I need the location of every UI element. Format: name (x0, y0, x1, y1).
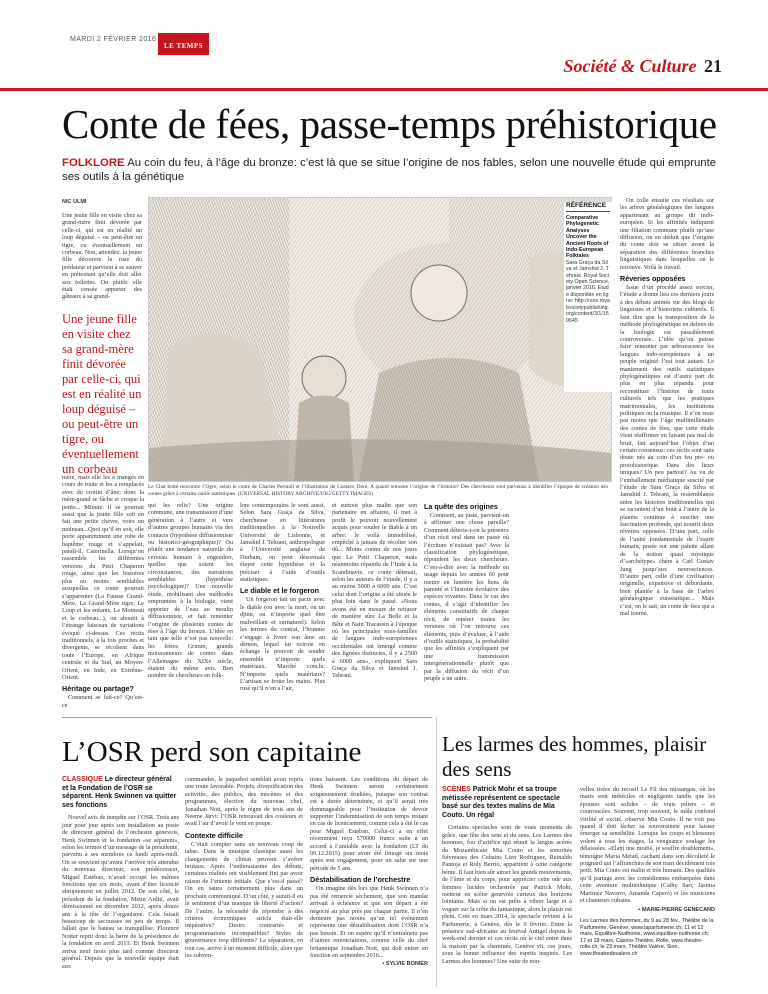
osr-subhead-destabilisation: Déstabilisation de l’orchestre (310, 875, 411, 885)
right-top-paragraph: On colle ensuite ces résultats sur les arbres généalogiques des langues appartenant au groupe dit indo-européen. Si les affinités indiquent une filiation commune plutôt qu’une diffusion, on en déduit que l’origine du conte doit se situer avant la séparation des différentes branches linguistiques dans lesquelles on le retrouve. Voilà le travail. (620, 197, 714, 271)
byline: NIC ULMI (62, 199, 87, 205)
osr-col2-paragraph: commandes, le paquebot semblait avoir repris une route favorable. Projets, diversification des activités, des publics, des mécènes et des programmes, élection du nouveau chef, Jonathan Nott, après le règne de trois ans de Neeme Järvi: l’OSR retrouvait des couleurs et avait l’air d’avoir le vent en poupe. (185, 776, 303, 828)
osr-kicker: CLASSIQUE (62, 776, 103, 783)
main-col-2 (148, 502, 233, 700)
col3-paragraph: lore contemporains le sont aussi. Selon Sara Graça da Silva, chercheuse en littératures traditionnelles à la Nouvelle Université de Lisbonne, et Jamshid J. Tehrani, anthropologue à l’Université anglaise de Durham, on peut désormais étayer cette hypothèse et la préciser à l’aide d’outils statistiques. (240, 502, 325, 584)
page-number: 21 (704, 56, 722, 76)
right-paragraph: Issue d’un procédé assez sorcier, l’étude a donné lieu ces derniers jours à des débats animés sur des blogs de linguistes et d’historiens culturels. Il faut dire que la transposition de la méthode phylogénétique en dehors de la biologie est passablement controversée. L’idée qu’on puisse faire remonter par arborescence les langues indo-européennes à un peuple originel l’est tout autant. Le maniement des outils statistiques phylogénétiques est d’autre part de plus en plus répandu pour reconstituer l’histoire de traits culturels tels que les pratiques matrimoniales, les institutions politiques ou la musique. Il n’en reste pas moins que l’âge multimillénaire des contes de fées, que cette étude vient réaffirmer en faisant pas mal de bruit, fait aujourd’hui l’objet d’un certain consensus: ces récits sont sans doute nés au coin d’un feu pré- ou protohistorique. Dans des lieux uniques? Un peu partout? Au vu de l’emballement médiatique suscité par l’étude de Sara Graça da Silva et Jamshid J. Tehrani, la ressemblance entre les histoires traditionnelles qui se racontent d’un bout à l’autre de la planète continue à susciter une fascination profonde, qui nourrit deux réveries opposées. D’une part, celle de l’unité fondamentale de l’esprit humain, posée sur une palette allant de la notion quasi mystique d’«archétype» chère à Carl Gustav Jung jusqu’aux neurosciences. D’autre part, celle d’une civilisation originelle, expansive et débordante, bien plantée à la base de l’arbre généalogique eurasiatique... Mais c’est, on le sait, un conte de fées qui a mal tourné. (620, 284, 714, 617)
intro-paragraph: Une jeune fille en visite chez sa grand-mère finit dévorée par celle-ci, qui est en réalité un loup déguisé – ou peut-être un tigre, ou éventuellement un corbeau. Non, attendez: la jeune fille découvre la ruse du prédateur et parvient à se sauver en prétextant qu’elle doit aller aux toilettes. Ou plutôt: elle était censée apporter des gâteaux à sa grand- (62, 212, 142, 301)
larmes-info: Les Larmes des hommes, du 9 au 28 fév., Théâtre de la Parfumerie, Genève, www.laparfumerie.ch; 11 et 12 mars, Equilibre-Nuithonie, www.equilibre-nuithonie.ch; 17 et 18 mars, Casino-Théâtre, Rolle, www.theatre-rolle.ch; le 23 mars, Théâtre Valère, Sion, www.theatredevalere.ch (580, 917, 714, 957)
subhead-diable: Le diable et le forgeron (240, 586, 320, 596)
kicker-folklore: FOLKLORE (62, 157, 125, 169)
main-headline: Conte de fées, passe-temps préhistorique (62, 101, 717, 147)
osr-col3-paragraph: tions baissent. Les conditions du départ de Henk Swinnen seront certainement soigneusement étudiées, puisque son contrat est à durée déterminée, et qu’il serait très dommageable pour l’institution de devoir supporter l’indemnisation de son temps restant en cas de licenciement, comme cela a été le cas pour Miguel Esteban. Celui-ci a en effet récemment reçu 570000 francs suite à un accord à l’amiable avec la fondation (LT du 09.12.2015) pour avoir été limogé six mois après son engagement, pour un salut sur une période de 5 ans. (310, 776, 428, 872)
larmes-col-1 (442, 786, 572, 988)
caption (148, 484, 608, 497)
brand-label: LE TEMPS (164, 42, 204, 50)
col4-paragraph: et surtout plus malin que son partenaire en affaires, il met à profit le pouvoir nouvellement acquis pour souder le diable à un arbre: le voilà immobilisé, empêché à jamais de récolter son dû... Moins connu de nos jours que Le Petit Chaperon, mais néanmoins répandu de l’Inde à la Scandinavie, ce conte détenait, selon les auteurs de l’étude, il y a au moins 5000 à 6000 ans. C’est celui dont l’origine a été située le plus loin dans le passé. «Nous avons été en mesure de retracer de manière sûre La Belle et la Bête et Nain Tracassin à l’époque où les principales sous-familles de langues indo-européennes occidentales ont émergé comme des lignées distinctes, il y a 2500 à 6000 ans», expliquent Sara Graça da Silva et Jamshid J. Tehrani. (332, 502, 417, 680)
main-col-5 (424, 502, 509, 700)
intro-text (62, 212, 142, 300)
osr-deck (62, 776, 179, 810)
larmes-col-2 (580, 786, 715, 988)
subhead-quete: La quête des origines (424, 502, 498, 511)
larmes-author: ▪ MARIE-PIERRE GENECAND (638, 906, 715, 913)
osr-author: ▪ SYLVIE BONIER (382, 961, 428, 968)
reference-title: RÉFÉRENCE (566, 202, 610, 212)
osr-author-name: SYLVIE BONIER (385, 961, 428, 968)
main-right-col (620, 197, 714, 697)
larmes-deck-text: Patrick Mohr et sa troupe métissée représentent ce spectacle basé sur des textes malins de Mia Couto. Un régal (442, 786, 560, 819)
osr-col-3 (310, 776, 428, 988)
date-line: MARDI 2 FÉVRIER 2016 (70, 36, 157, 43)
larmes-kicker: SCÈNES (442, 786, 471, 793)
osr-col3b-paragraph: On imagine dès lors que Henk Swinnen n’a pas été remercié sèchement, que son mandat arrivait à échéance et que son départ a été négocié au plus près par chaque partie. Il n’en demeure pas moins qu’un tel événement représente une déstabilisation dont l’OSR n’a pas besoin. Et on espère qu’il n’entraînera pas d’autres renonciations, comme celle du chef britannique Jonathan Nott, qui doit entrer en fonction en septembre 2016... (310, 885, 428, 959)
section-header (563, 56, 722, 77)
larmes-deck (442, 786, 572, 820)
osr-col2b-paragraph: C’était compter sans un nouveau coup de tabac. Dans la musique classique aussi les changements de climat peuvent s’avérer brutaux. Après l’enthousiasme des débuts, certaines réalités ont visiblement fini par avoir raison de l’entente initiale. Que s’est-il passé? On en saura certainement plus dans un prochain communiqué. D’un côté, y aurait-il eu le sentiment d’un manque de liberté d’action? De l’autre, la nécessité de répondre à des critères économiques stricts était-elle impérative? Désirs contrariés et programmations incompatibles? Styles de gouvernance trop différents? La séparation, en tout cas, arrive à un moment difficile, alors que les subven- (185, 840, 303, 959)
pull-quote: Une jeune fille en visite chez sa grand-mère finit dévorée par celle-ci, qui est en réalité un loup déguisé – ou peut-être un tigre, ou éventuellement un corbeau (62, 312, 142, 476)
brand-badge (158, 33, 209, 55)
section-title: Société & Culture (563, 56, 697, 76)
osr-headline: L’OSR perd son capitaine (62, 736, 362, 768)
standfirst-text: Au coin du feu, à l’âge du bronze: c’est là que se situe l’origine de nos fables, selon une nouvelle étude qui emprunte ses outils à la génétique (62, 157, 717, 183)
col2-paragraph: qui les relie? Une origine commune, une transmission d’une génération à l’autre et vers d’autres groupes humains via des contacts (hypothèse diffusionniste ou historico-géographique)? Ou plutôt une tendance naturelle du cerveau humain à engendrer, quelles que soient les circonstances, des narrations semblables (hypothèse psychologique)? Une nouvelle étude, mobilisant des méthodes empruntées à la biologie, vient apporter de l’eau au moulin diffusionniste, et fait remonter l’origine de plusieurs contes de fées à l’âge du bronze. L’idée en tant que telle n’est pas nouvelle: les frères Grimm, grands moissonneurs de contes dans l’Allemagne du XIXe siècle, étaient du même avis. Bon nombre de chercheurs en folk- (148, 502, 233, 680)
caption-text: Le Chat botté rencontre l’Ogre, selon le conte de Charles Perrault et l’illustration de Gustave Doré. A quand remonte l’origine de l’histoire? Des chercheurs sont parvenus à identifier l’époque de création des contes grâce à certains outils statistiques. (UNIVERSAL HISTORY ARCHIVE/UIG/GETTY IMAGES) (148, 484, 608, 497)
subhead-heritage: Héritage ou partage? (62, 684, 134, 694)
col3b-paragraph: Un forgeron fait un pacte avec le diable (ou avec la mort, ou un djinn, ou n’importe quel être malveillant et surnaturel). Selon les termes du contrat, l’homme s’engage à livrer son âme au démon, lequel lui octroie en échange le pouvoir de souder ensemble n’importe quels matériaux. Marché conclu. N’importe quels matériaux? L’artisan se frotte les mains. Plus rusé qu’il n’en a l’air, (240, 596, 325, 693)
osr-top-rule (62, 717, 432, 718)
standfirst (62, 156, 722, 184)
main-col-1 (62, 474, 144, 709)
col1-paragraph: mère, mais elle les a mangés en cours de route et les a remplacés avec du crottin d’âne; donc la mère-grand se fâche et croque la petite... Minute: il se pourrait aussi que la jeune fille soit en fait une petite chèvre, voire un moineau...Quoi qu’il en soit, elle porte apparemment une robe de baptême rouge et s’appelait, paraît-il, Caterinella. Lorsqu’on rassemble les différentes versions du Petit Chaperon rouge, ainsi que les histoires plus ou moins semblables auxquelles ce conte pourrait s’apparenter (La Fausse Grand-Mère, La Grand-Mère tigre, Le Loup et les enfants, Le Moineau et le corbeau...), on aboutit à l’étrange faisceau de variations évoqué ci-dessus. Ces récits traditionnels, à la fois proches et divergents, se récoltent dans toute l’Europe, en Afrique centrale et du Sud, au Moyen-Orient, en Inde, en Extrême-Orient. (62, 474, 144, 681)
reference-details: Sara Graça da Silva et Jamshid J. Tehrani. Royal Society Open Science, janvier 2016. Etude disponible en ligne: http://rsos.royalsocietypublishing.org/content/3/1/150645 (566, 259, 610, 324)
engraving-svg (149, 198, 611, 481)
osr-deck-text: Le directeur général et la Fondation de l’OSR se séparent. Henk Swinnen va quitter ses fonctions (62, 776, 177, 809)
larmes-author-name: MARIE-PIERRE GENECAND (641, 906, 715, 913)
larmes-headline: Les larmes des hommes, plaisir des sens (442, 732, 707, 781)
col5-paragraph: Comment, au juste, parvient-on à affirmer une chose pareille? Comment détecte-t-on la présence d’un récit oral dans un passé où l’écriture n’existait pas? Avec la classification phylogénétique, répondent les deux chercheurs. C’est-à-dire avec la méthode en usage depuis les années 60 pour mettre en lumière les liens de parenté et l’histoire évolutive des espèces vivantes. Dans le cas des contes, il s’agit d’identifier les éléments constitutifs de chaque récit, de repérer toutes les versions où l’on retrouve ces éléments, puis d’évaluer, à l’aide d’outils statistiques, la probabilité que les affinités s’expliquent par une transmission intergénérationnelle plutôt que par la diffusion du récit d’un peuple à un autre. (424, 512, 509, 682)
reference-paper: Comparative Phylogenetic Analyses Uncover the Ancient Roots of Indo-European Folktales (566, 215, 609, 260)
subhead-reveries: Réveries opposées (620, 274, 686, 284)
header-rule (0, 88, 768, 91)
larmes-divider (436, 717, 437, 987)
reference-box (564, 202, 612, 392)
larmes-col1-paragraph: Certains spectacles sont de vrais moments de grâce, une fête des sens et du sens. Les Larmes des hommes, fou d’artifice qui réunit la langue acérée du Mozambicain Mia Couto et les sonorités fiévreuses des Cubains Lien Rodriguez, Reinaldo Pantoja et Roly Berrio, appartient à cette catégorie bénie. Il faut bien sûr aimer les grands mouvements, de l’âme et du corps, pour apprécier cette ode aux femmes lucides orchestrée par Patrick Mohr, metteur en scène genevois curieux des horizons lointains. Mais si on est prêts à vibrer large et à voguer sur la crête du fantastique, alors le plaisir est plein. Créé en mars 2014, le spectacle revient à la Parfumerie, à Genève, dès le 9 février. Entre la présence sud-africaine au festival Antigel depuis le week-end dernier et ces récits où le ciel entre dans la maison par la cheminée, Genève vit, ces jours, sous la bonne influence des esprits inspirés. Les Larmes des hommes? Une suite de nou- (442, 824, 572, 965)
osr-col1-paragraph: Nouvel avis de tempête sur l’OSR. Trois ans jour pour jour après son installation au poste de directeur général de l’orchestre genevois, Henk Swinnen et la fondation «se séparent», selon les termes d’un message de la présidente, parvenu à ses membres ce lundi après-midi. On se souvient qu’avant l’arrivée très attendue du nouveau directeur, son prédécesseur, Miguel Esteban, n’avait occupé les mêmes fonctions que six mois, avant d’être licencié abruptement en juillet 2012. De son côté, le président de la fondation, Metin Arditi, avait démissionné en décembre 2012, après douze ans à la tête de l’organisme. Cela faisait beaucoup de secousses en peu de temps. Il fallait que le bateau se tranquillise. Florence Notter reprit donc la barre de la présidence de la fondation en avril 2013. Et Henk Swinnen arriva neuf mois plus tard comme directeur général. Depuis que la nouvelle équipe était aux (62, 814, 179, 970)
larmes-col2-paragraph: velles tirées du recueil Le Fil des missangas, où les maris sont imbéciles et négligents tandis que les épouses sont solides – de vrais piliers – et courroucées. Souvent, trop souvent, le mâle confond virilité et excité, observe Mia Couto. Il ne voit pas quand il doit lâcher sa souveraineté pour laisser émerger sa sensibilité. Lorsque les coups et blessures volent à tous les étages, la vengeance soulage les délaissées. «Elant une moitié, je souffre doublement», témoigne Maria Metad, cachant dans son décolleté le poignard qui l’affranchira de son mari décidément très petit. Mia Couto est malin et très humain. Des qualités qu’il partage avec les comédiennes embarquées dans cette aventure multiethnique (Cathy Sarr, Jasima Martinez Navarro, Amanda Caperó) et les musiciens et chanteurs cubains. (580, 786, 715, 905)
osr-col-2 (185, 776, 303, 988)
osr-col-1 (62, 776, 179, 988)
osr-subhead-contexte: Contexte difficile (185, 830, 243, 840)
main-col-3 (240, 502, 325, 700)
illustration-engraving (148, 197, 612, 482)
col1-end: Comment se fait-ce? Qu’est-ce (62, 694, 144, 709)
main-col-4 (332, 502, 417, 700)
